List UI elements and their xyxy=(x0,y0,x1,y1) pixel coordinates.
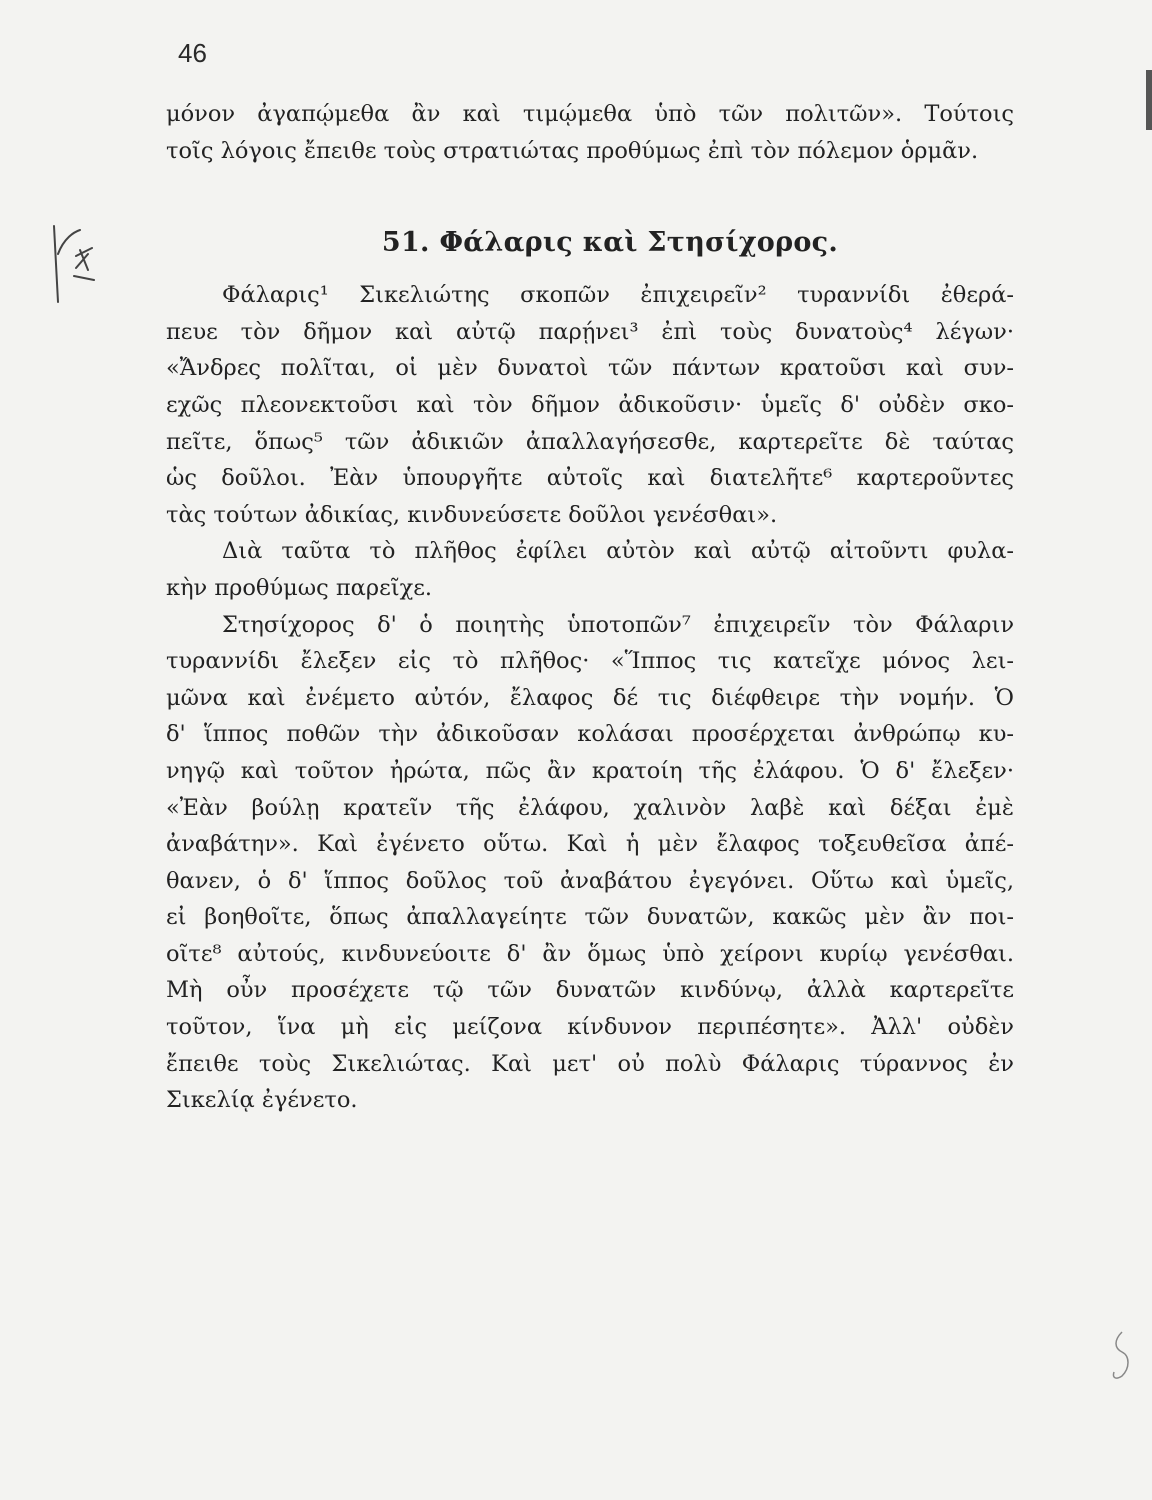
body-line: τὰς τούτων ἀδικίας, κινδυνεύσετε δοῦλοι γενέσθαι». xyxy=(166,501,778,528)
body-line: Σικελίᾳ ἐγένετο. xyxy=(166,1087,358,1114)
body-line: Διὰ ταῦτα τὸ πλῆθος ἐφίλει αὐτὸν καὶ αὐτῷ αἰτοῦντι φυλα- xyxy=(222,538,1014,565)
body-line: «Ἐὰν βούλῃ κρατεῖν τῆς ἐλάφου, χαλινὸν λαβὲ καὶ δέξαι ἐμὲ xyxy=(166,794,1014,821)
margin-annotation-mark xyxy=(44,218,100,308)
body-line: Μὴ οὖν προσέχετε τῷ τῶν δυνατῶν κινδύνῳ, ἀλλὰ καρτερεῖτε xyxy=(166,977,1014,1004)
body-line: ἔπειθε τοὺς Σικελιώτας. Καὶ μετ' οὐ πολὺ Φάλαρις τύραννος ἐν xyxy=(166,1050,1014,1077)
body-line: μῶνα καὶ ἐνέμετο αὐτόν, ἔλαφος δέ τις διέφθειρε τὴν νομήν. Ὁ xyxy=(166,684,1014,711)
body-line: θανεν, ὁ δ' ἵππος δοῦλος τοῦ ἀναβάτου ἐγεγόνει. Οὕτω καὶ ὑμεῖς, xyxy=(166,867,1014,894)
body-line: Στησίχορος δ' ὁ ποιητὴς ὑποτοπῶν⁷ ἐπιχειρεῖν τὸν Φάλαριν xyxy=(222,611,1014,638)
section-title: 51. Φάλαρις καὶ Στησίχορος. xyxy=(381,227,839,259)
text-block xyxy=(166,96,1014,1119)
body-line: μόνον ἀγαπῴμεθα ἂν καὶ τιμῴμεθα ὑπὸ τῶν πολιτῶν». Τούτοις xyxy=(166,101,1014,127)
page-number: 46 xyxy=(178,38,207,68)
body-line: ἀναβάτην». Καὶ ἐγένετο οὕτω. Καὶ ἡ μὲν ἔλαφος τοξευθεῖσα ἀπέ- xyxy=(166,831,1014,858)
body-line: πευε τὸν δῆμον καὶ αὐτῷ παρῄνει³ ἐπὶ τοὺς δυνατοὺς⁴ λέγων· xyxy=(166,318,1014,345)
body-line: κὴν προθύμως παρεῖχε. xyxy=(166,574,433,601)
page-edge-mark xyxy=(1146,70,1152,130)
body-line: πεῖτε, ὅπως⁵ τῶν ἀδικιῶν ἀπαλλαγήσεσθε, καρτερεῖτε δὲ ταύτας xyxy=(166,428,1014,455)
body-line: τοῦτον, ἵνα μὴ εἰς μείζονα κίνδυνον περιπέσητε». Ἀλλ' οὐδὲν xyxy=(166,1014,1014,1041)
body-line: ὡς δοῦλοι. Ἐὰν ὑπουργῆτε αὐτοῖς καὶ διατελῆτε⁶ καρτεροῦντες xyxy=(166,465,1014,492)
body-line: τοῖς λόγοις ἔπειθε τοὺς στρατιώτας προθύμως ἐπὶ τὸν πόλεμον ὁρμᾶν. xyxy=(166,137,979,164)
body-line: Φάλαρις¹ Σικελιώτης σκοπῶν ἐπιχειρεῖν² τυραννίδι ἐθερά- xyxy=(222,282,1014,309)
body-line: «Ἄνδρες πολῖται, οἱ μὲν δυνατοὶ τῶν πάντων κρατοῦσι καὶ συν- xyxy=(166,355,1014,382)
body-line: εἰ βοηθοῖτε, ὅπως ἀπαλλαγείητε τῶν δυνατῶν, κακῶς μὲν ἂν ποι- xyxy=(166,904,1014,931)
body-line: τυραννίδι ἔλεξεν εἰς τὸ πλῆθος· «Ἵππος τις κατεῖχε μόνος λει- xyxy=(166,648,1014,675)
body-line: οῖτε⁸ αὐτούς, κινδυνεύοιτε δ' ἂν ὅμως ὑπὸ χείρονι κυρίῳ γενέσθαι. xyxy=(166,940,1014,967)
body-line: εχῶς πλεονεκτοῦσι καὶ τὸν δῆμον ἀδικοῦσιν· ὑμεῖς δ' οὐδὲν σκο- xyxy=(166,391,1014,418)
body-line: δ' ἵππος ποθῶν τὴν ἀδικοῦσαν κολάσαι προσέρχεται ἀνθρώπῳ κυ- xyxy=(166,721,1014,748)
body-line: νηγῷ καὶ τοῦτον ἠρώτα, πῶς ἂν κρατοίη τῆς ἐλάφου. Ὁ δ' ἔλεξεν· xyxy=(166,757,1014,784)
corner-scribble-mark xyxy=(1108,1328,1138,1384)
